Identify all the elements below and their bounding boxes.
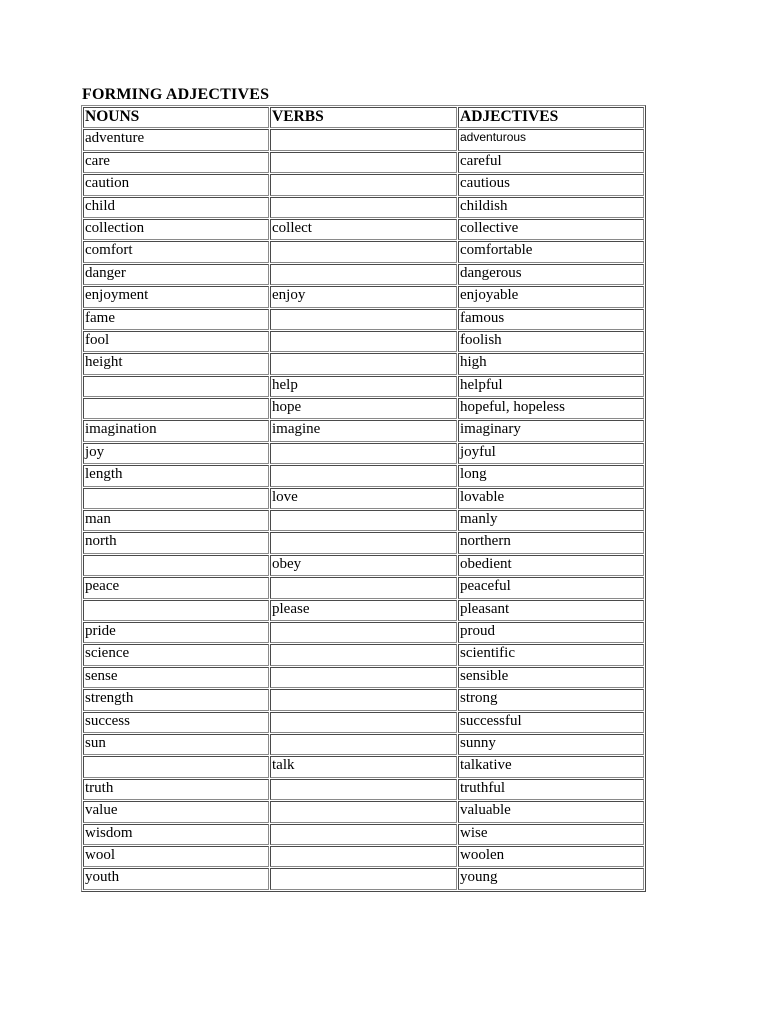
table-row	[83, 756, 644, 777]
adjective-cell: successful	[458, 712, 644, 733]
verb-cell: imagine	[270, 420, 457, 441]
table-row	[83, 129, 644, 150]
verb-cell: love	[270, 488, 457, 509]
verb-cell	[270, 241, 457, 262]
verb-cell	[270, 264, 457, 285]
noun-cell: man	[83, 510, 269, 531]
noun-cell: peace	[83, 577, 269, 598]
table-row	[83, 443, 644, 464]
table-row	[83, 264, 644, 285]
adjectives-table	[81, 105, 646, 892]
table-row	[83, 174, 644, 195]
verb-cell	[270, 712, 457, 733]
noun-cell: adventure	[83, 129, 269, 150]
adjective-cell: imaginary	[458, 420, 644, 441]
table-row	[83, 622, 644, 643]
verb-cell: enjoy	[270, 286, 457, 307]
adjective-cell: foolish	[458, 331, 644, 352]
table-row	[83, 398, 644, 419]
noun-cell: fame	[83, 309, 269, 330]
table-row	[83, 420, 644, 441]
adjective-cell: peaceful	[458, 577, 644, 598]
adjective-cell: woolen	[458, 846, 644, 867]
table-row	[83, 353, 644, 374]
adjective-cell: dangerous	[458, 264, 644, 285]
table-row	[83, 241, 644, 262]
adjective-cell: famous	[458, 309, 644, 330]
table-row	[83, 577, 644, 598]
verb-cell	[270, 622, 457, 643]
table-row	[83, 309, 644, 330]
verb-cell	[270, 510, 457, 531]
adjective-cell: enjoyable	[458, 286, 644, 307]
verb-cell	[270, 353, 457, 374]
verb-cell: obey	[270, 555, 457, 576]
verb-cell	[270, 465, 457, 486]
header-adjectives: ADJECTIVES	[458, 107, 644, 128]
noun-cell: sun	[83, 734, 269, 755]
adjective-cell: long	[458, 465, 644, 486]
adjective-cell: sunny	[458, 734, 644, 755]
adjective-cell: proud	[458, 622, 644, 643]
noun-cell: wool	[83, 846, 269, 867]
table-row	[83, 801, 644, 822]
verb-cell	[270, 129, 457, 150]
adjective-cell: pleasant	[458, 600, 644, 621]
table-row	[83, 488, 644, 509]
table-row	[83, 868, 644, 889]
noun-cell: truth	[83, 779, 269, 800]
table-body	[83, 129, 644, 889]
noun-cell: fool	[83, 331, 269, 352]
verb-cell: collect	[270, 219, 457, 240]
table-row	[83, 644, 644, 665]
adjective-cell: helpful	[458, 376, 644, 397]
noun-cell: caution	[83, 174, 269, 195]
noun-cell: wisdom	[83, 824, 269, 845]
noun-cell: sense	[83, 667, 269, 688]
verb-cell	[270, 824, 457, 845]
adjective-cell: scientific	[458, 644, 644, 665]
verb-cell	[270, 577, 457, 598]
adjective-cell: sensible	[458, 667, 644, 688]
table-row	[83, 376, 644, 397]
table-row	[83, 555, 644, 576]
noun-cell: joy	[83, 443, 269, 464]
noun-cell: danger	[83, 264, 269, 285]
table-row	[83, 846, 644, 867]
verb-cell	[270, 734, 457, 755]
table-row	[83, 286, 644, 307]
noun-cell	[83, 600, 269, 621]
verb-cell	[270, 331, 457, 352]
page-title: FORMING ADJECTIVES	[82, 86, 270, 103]
verb-cell	[270, 868, 457, 889]
adjective-cell: obedient	[458, 555, 644, 576]
adjective-cell: manly	[458, 510, 644, 531]
table-row	[83, 667, 644, 688]
noun-cell: pride	[83, 622, 269, 643]
noun-cell: imagination	[83, 420, 269, 441]
noun-cell: youth	[83, 868, 269, 889]
header-verbs: VERBS	[270, 107, 457, 128]
adjective-cell: joyful	[458, 443, 644, 464]
table-row	[83, 152, 644, 173]
verb-cell	[270, 667, 457, 688]
verb-cell	[270, 174, 457, 195]
table-row	[83, 197, 644, 218]
noun-cell	[83, 398, 269, 419]
noun-cell	[83, 756, 269, 777]
verb-cell: help	[270, 376, 457, 397]
noun-cell: success	[83, 712, 269, 733]
adjective-cell: high	[458, 353, 644, 374]
verb-cell	[270, 152, 457, 173]
table-row	[83, 331, 644, 352]
adjective-cell: valuable	[458, 801, 644, 822]
table-row	[83, 779, 644, 800]
adjective-cell: collective	[458, 219, 644, 240]
adjective-cell: careful	[458, 152, 644, 173]
noun-cell: care	[83, 152, 269, 173]
noun-cell: comfort	[83, 241, 269, 262]
verb-cell: hope	[270, 398, 457, 419]
verb-cell	[270, 644, 457, 665]
verb-cell	[270, 801, 457, 822]
header-nouns: NOUNS	[83, 107, 269, 128]
adjective-cell: lovable	[458, 488, 644, 509]
table-row	[83, 712, 644, 733]
noun-cell: strength	[83, 689, 269, 710]
adjective-cell: young	[458, 868, 644, 889]
table-header-row	[83, 107, 644, 128]
adjective-cell: truthful	[458, 779, 644, 800]
verb-cell	[270, 689, 457, 710]
table-row	[83, 824, 644, 845]
noun-cell: height	[83, 353, 269, 374]
adjective-cell: talkative	[458, 756, 644, 777]
verb-cell: please	[270, 600, 457, 621]
noun-cell: child	[83, 197, 269, 218]
noun-cell: science	[83, 644, 269, 665]
adjective-cell: wise	[458, 824, 644, 845]
noun-cell: enjoyment	[83, 286, 269, 307]
adjective-cell: northern	[458, 532, 644, 553]
noun-cell	[83, 555, 269, 576]
verb-cell	[270, 197, 457, 218]
noun-cell: collection	[83, 219, 269, 240]
adjective-cell: childish	[458, 197, 644, 218]
adjective-cell: cautious	[458, 174, 644, 195]
verb-cell	[270, 443, 457, 464]
table-row	[83, 734, 644, 755]
adjective-cell: strong	[458, 689, 644, 710]
noun-cell	[83, 488, 269, 509]
adjective-cell: comfortable	[458, 241, 644, 262]
verb-cell	[270, 309, 457, 330]
noun-cell: north	[83, 532, 269, 553]
adjective-cell: adventurous	[458, 129, 644, 150]
table-row	[83, 532, 644, 553]
verb-cell	[270, 532, 457, 553]
table-row	[83, 510, 644, 531]
verb-cell: talk	[270, 756, 457, 777]
verb-cell	[270, 846, 457, 867]
noun-cell: value	[83, 801, 269, 822]
table-row	[83, 465, 644, 486]
noun-cell: length	[83, 465, 269, 486]
table-row	[83, 219, 644, 240]
verb-cell	[270, 779, 457, 800]
adjective-cell: hopeful, hopeless	[458, 398, 644, 419]
table-row	[83, 689, 644, 710]
noun-cell	[83, 376, 269, 397]
table-row	[83, 600, 644, 621]
